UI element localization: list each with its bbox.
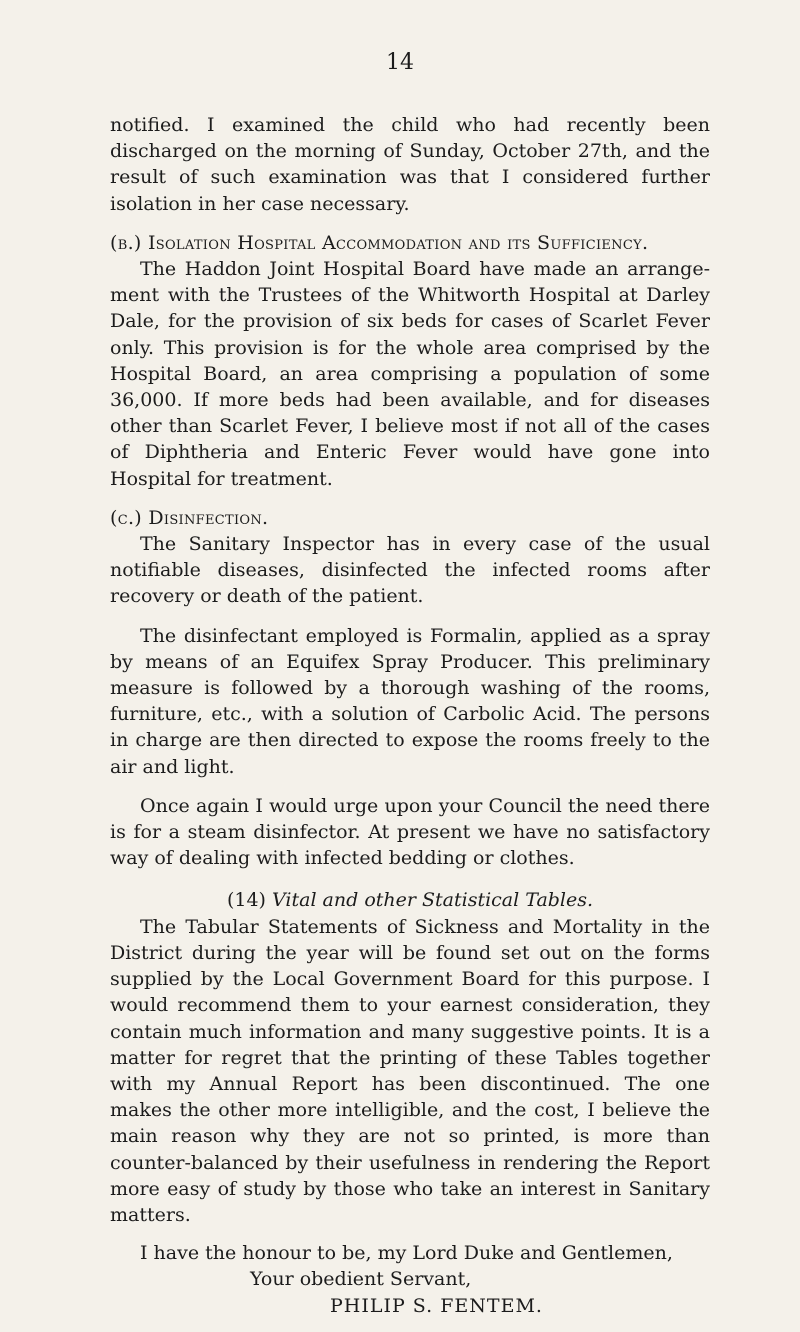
- section-b-heading: (b.) Isolation Hospital Accommodation and its Sufficiency.: [110, 231, 649, 254]
- signature-name: PHILIP S. FENTEM.: [330, 1294, 543, 1317]
- section-c-paragraph-1: The Sanitary Inspector has in every case of the usual notifiable diseases, disinfected the infected rooms after recovery or death of the patient.: [110, 533, 710, 608]
- report-body: [110, 112, 710, 1319]
- closing-servant: Your obedient Servant,: [250, 1268, 472, 1291]
- opening-paragraph: notified. I examined the child who had recently been discharged on the morning of Sunday, October 27th, and the result of such examination was that I considered further isolation in her case necessary.: [110, 114, 710, 215]
- section-c-paragraph-3: Once again I would urge upon your Council the need there is for a steam disinfector. At present we have no satisfactory way of dealing with infected bedding or clothes.: [110, 794, 710, 870]
- section-14-number: (14): [226, 889, 266, 912]
- page-number: 14: [386, 50, 414, 75]
- closing-line: I have the honour to be, my Lord Duke and Gentlemen,: [140, 1242, 673, 1265]
- section-b-paragraph: The Haddon Joint Hospital Board have made an arrange- ment with the Trustees of the Whitworth Hospital at Darley Dale, for the provision of six beds for cases of Scarlet Fever only. This provision is for the whole area comprised by the Hospital Board, an area comprising a population of some 36,000. If more beds had been available, and for diseases other than Scarlet Fever, I believe most if not all of the cases of Diphtheria and Enteric Fever would have gone into Hospital for treatment.: [110, 258, 710, 490]
- section-14-paragraph: The Tabular Statements of Sickness and Mortality in the District during the year will be found set out on the forms supplied by the Local Government Board for this purpose. I would recommend them to your earnest consideration, they contain much information and many suggestive points. It is a matter for regret that the printing of these Tables together with my Annual Report has been discontinued. The one makes the other more intelligible, and the cost, I believe the main reason why they are not so printed, is more than counter-balanced by their usefulness in rendering the Report more easy of study by those who take an interest in Sanitary matters.: [110, 915, 710, 1226]
- section-c-paragraph-2: The disinfectant employed is Formalin, applied as a spray by means of an Equifex Spray Producer. This preliminary measure is followed by a thorough washing of the rooms, furniture, etc., with a solution of Carbolic Acid. The persons in charge are then directed to expose the rooms freely to the air and light.: [110, 624, 710, 778]
- section-14-title: Vital and other Statistical Tables.: [272, 889, 594, 912]
- section-c-heading: (c.) Disinfection.: [110, 506, 269, 529]
- section-14-heading: [110, 887, 710, 913]
